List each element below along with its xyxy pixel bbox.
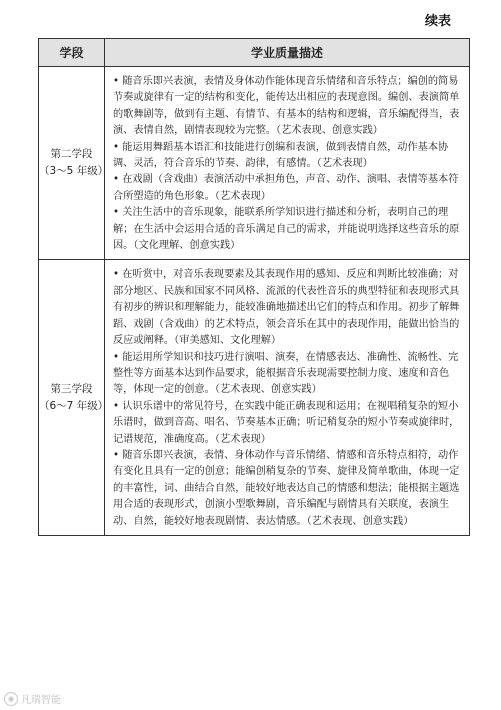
list-item: • 在听赏中，对音乐表现要素及其表现作用的感知、反应和判断比较准确；对部分地区、民族和国家不同风格、流派的代表性音乐的典型特征和表现形式具有初步的辨识和理解能力，能较准确地描述出它们的特点和作用。初步了解舞蹈、戏剧（含戏曲）的艺术特点，领会音乐在其中的表现作用，能做出恰当的反应或阐释。（审美感知、文化理解）	[113, 269, 460, 347]
list-item: • 能运用舞蹈基本语汇和技能进行创编和表演，做到表情自然，动作基本协调、灵活，符合音乐的节奏、韵律，有感情。（艺术表现）	[113, 141, 449, 170]
table-row	[39, 260, 470, 536]
stage-cell	[39, 67, 109, 260]
header-description: 学业质量描述	[105, 39, 470, 67]
list-item: • 能运用所学知识和技巧进行演唱、演奏，在情感表达、准确性、流畅性、完整性等方面基本达到作品要求，能根据音乐表现需要控制力度、速度和音色等，体现一定的创意。（艺术表现、创意实践）	[113, 351, 459, 396]
description-cell	[105, 260, 470, 536]
table-header-row	[39, 39, 470, 67]
header-stage: 学段	[39, 39, 105, 67]
stage-grade: （6～7 年级）	[39, 399, 109, 412]
list-item: • 随音乐即兴表演，表情及身体动作能体现音乐情绪和音乐特点；编创的简易节奏或旋律有一定的结构和变化，能传达出相应的表现意图。编创、表演简单的歌舞剧等，做到有主题、有情节、有基本的结构和逻辑，音乐编配得当，表演、表情自然，剧情表现较为完整。（艺术表现、创意实践）	[113, 76, 460, 137]
quality-table	[38, 38, 470, 536]
stage-name: 第二学段	[50, 148, 93, 161]
continued-label: 续表	[424, 14, 451, 29]
watermark-text: 凡瑞智能	[21, 695, 61, 706]
list-item: • 随音乐即兴表演，表情、身体动作与音乐情绪、情感和音乐特点相符，动作有变化且具有一定的创意；能编创稍复杂的节奏、旋律及简单歌曲，体现一定的丰富性，词、曲结合自然，能较好地表达自己的情感和想法；能根据主题选用合适的表现形式，创演小型歌舞剧，音乐编配与剧情具有关联度，表演生动、自然，能较好地表现剧情、表达情感。（艺术表现、创意实践）	[113, 449, 460, 527]
list-item: • 在戏剧（含戏曲）表演活动中承担角色，声音、动作、演唱、表情等基本符合所塑造的角色形象。（艺术表现）	[113, 174, 459, 202]
watermark	[4, 691, 61, 706]
stage-grade: （3～5 年级）	[39, 165, 109, 178]
list-item: • 关注生活中的音乐现象，能联系所学知识进行描述和分析，表明自己的理解；在生活中会运用合适的音乐满足自己的需求，并能说明选择这些音乐的原因。（文化理解、创意实践）	[113, 207, 460, 252]
list-item: • 认识乐谱中的常见符号，在实践中能正确表现和运用；在视唱稍复杂的短小乐谱时，做到音高、唱名、节奏基本正确；听记稍复杂的短小节奏或旋律时，记谱规范，准确度高。（艺术表现）	[113, 400, 460, 445]
stage-cell	[39, 260, 109, 536]
weibo-logo-icon: ◉	[4, 692, 18, 706]
stage-name: 第三学段	[50, 382, 93, 395]
table-row	[39, 67, 470, 260]
description-cell	[105, 67, 470, 260]
